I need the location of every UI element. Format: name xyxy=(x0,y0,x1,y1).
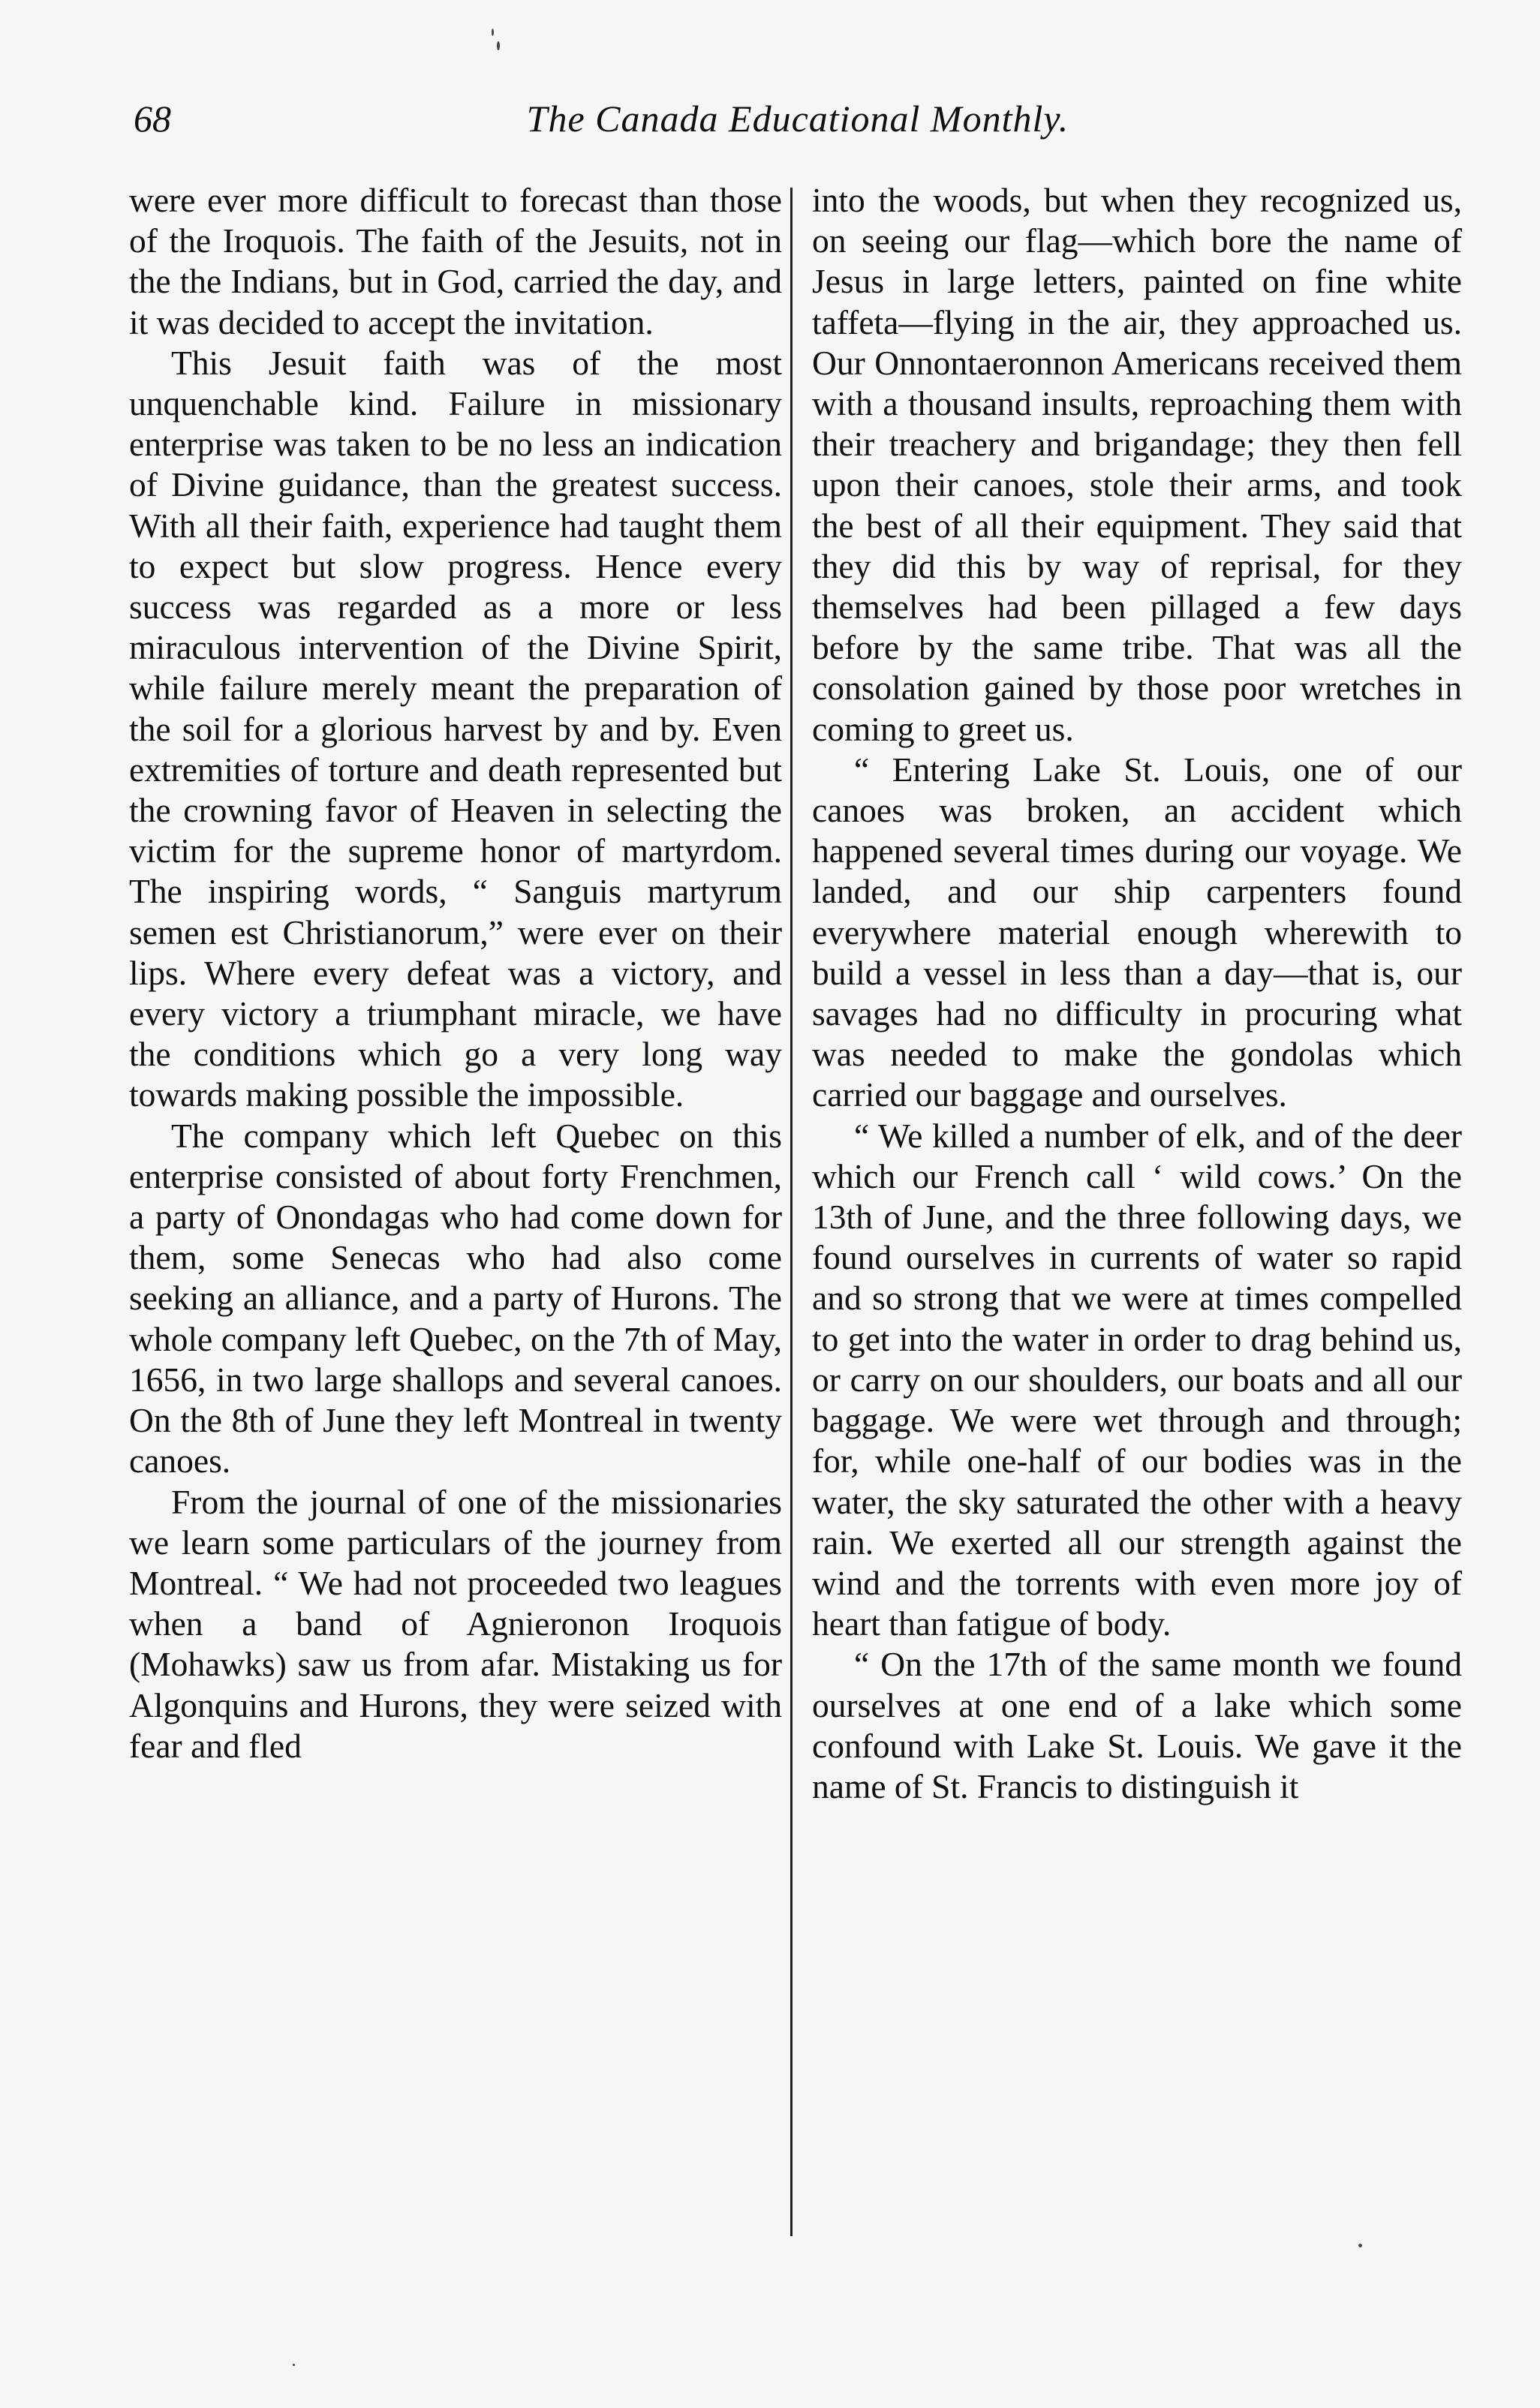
page-header xyxy=(134,89,1462,149)
paragraph: into the woods, but when they recognized us, on seeing our flag—which bore the name of Jesus in large letters, painted on fine white taffeta—flying in the air, they approached us. Our Onnontaeronnon Americans received them with a thousand insults, reproaching them with their treachery and brigandage; they then fell upon their canoes, stole their arms, and took the best of all their equipment. They said that they did this by way of reprisal, for they themselves had been pillaged a few days before by the same tribe. That was all the consolation gained by those poor wretches in coming to greet us. xyxy=(812,181,1462,748)
paragraph: This Jesuit faith was of the most unquenchable kind. Failure in missionary enterprise was taken to be no less an indication of Divine guidance, than the greatest success. With all their faith, experience had taught them to expect but slow progress. Hence every success was regarded as a more or less miraculous intervention of the Divine Spirit, while failure merely meant the preparation of the soil for a glorious harvest by and by. Even extremities of torture and death represented but the crowning favor of Heaven in selecting the victim for the supreme honor of martyrdom. The inspiring words, “ Sanguis martyrum semen est Christianorum,” were ever on their lips. Where every defeat was a victory, and every victory a triumphant miracle, we have the conditions which go a very long way towards making possible the impossible. xyxy=(129,343,782,1114)
paragraph: “ On the 17th of the same month we found ourselves at one end of a lake which some confound with Lake St. Louis. We gave it the name of St. Francis to distinguish it xyxy=(812,1645,1462,1805)
paragraph: were ever more difficult to forecast than those of the Iroquois. The faith of the Jesuits, not in the the Indians, but in God, carried the day, and it was decided to accept the invitation. xyxy=(129,181,782,341)
paragraph: From the journal of one of the missionaries we learn some particulars of the journey from Montreal. “ We had not proceeded two leagues when a band of Agnieronon Iroquois (Mohawks) saw us from afar. Mistaking us for Algonquins and Hurons, they were seized with fear and fled xyxy=(129,1482,782,1765)
paragraph: “ Entering Lake St. Louis, one of our canoes was broken, an accident which happened several times during our voyage. We landed, and our ship carpenters found everywhere material enough wherewith to build a vessel in less than a day—that is, our savages had no difficulty in procuring what was needed to make the gondolas which carried our baggage and ourselves. xyxy=(812,750,1462,1114)
left-column xyxy=(129,180,782,1766)
print-speck xyxy=(293,2364,295,2366)
paragraph: The company which left Quebec on this enterprise consisted of about forty Frenchmen, a party of Onondagas who had come down for them, some Senecas who had also come seeking an alliance, and a party of Hurons. The whole company left Quebec, on the 7th of May, 1656, in two large shallops and several canoes. On the 8th of June they left Montreal in twenty canoes. xyxy=(129,1116,782,1481)
page-number: 68 xyxy=(134,98,171,140)
right-column xyxy=(812,180,1462,1807)
print-speck xyxy=(497,41,500,50)
print-speck xyxy=(1358,2244,1362,2247)
running-title: The Canada Educational Monthly. xyxy=(526,98,1069,140)
print-speck xyxy=(492,29,494,36)
column-divider xyxy=(790,188,793,2236)
paragraph: “ We killed a number of elk, and of the deer which our French call ‘ wild cows.’ On the 13th of June, and the three following days, we found ourselves in currents of water so rapid and so strong that we were at times compelled to get into the water in order to drag behind us, or carry on our shoulders, our boats and all our baggage. We were wet through and through; for, while one-half of our bodies was in the water, the sky saturated the other with a heavy rain. We exerted all our strength against the wind and the torrents with even more joy of heart than fatigue of body. xyxy=(812,1116,1462,1643)
